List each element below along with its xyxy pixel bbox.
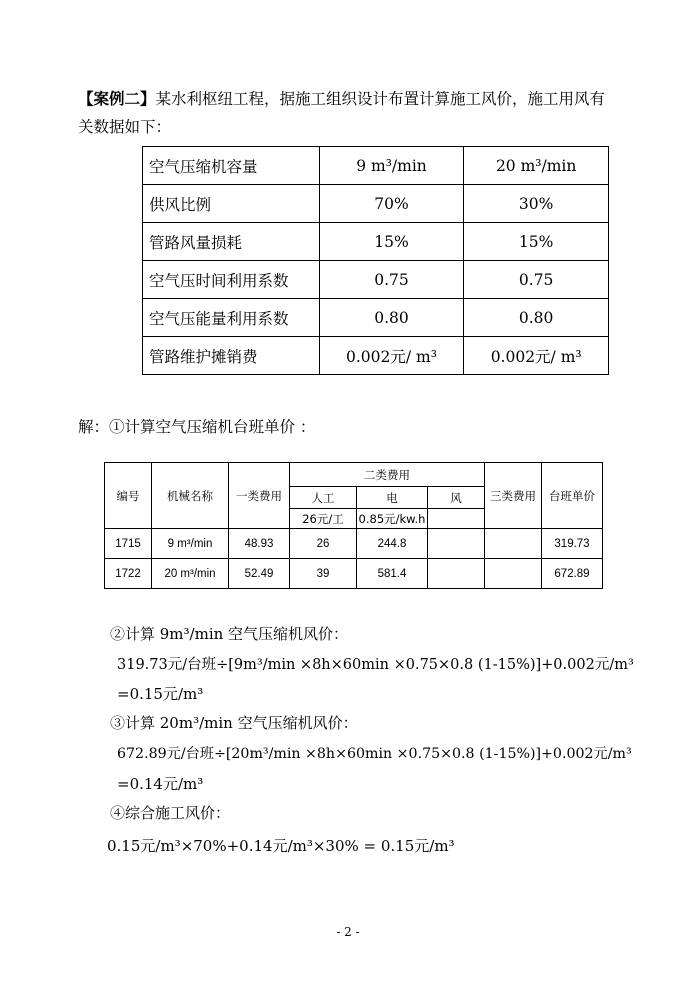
header-power-rate: 0.85元/kw.h: [357, 509, 428, 529]
step-2-title: ②计算 9m³/min 空气压缩机风价：: [110, 625, 349, 643]
solution-step-1: 解：①计算空气压缩机台班单价 ：: [78, 418, 316, 436]
header-cat1: 一类费用: [229, 463, 290, 529]
header-power: 电: [357, 487, 428, 509]
step-3-formula: 672.89元/台班÷[20m³/min ×8h×60min ×0.75×0.8 (1-15%)]+0.002元/m³: [117, 746, 632, 762]
table2-cell-price: 319.73: [542, 529, 603, 559]
table1-cell-label: 管路风量损耗: [143, 223, 320, 261]
table2-cell-name: 9 m³/min: [152, 529, 229, 559]
step-2-formula: 319.73元/台班÷[9m³/min ×8h×60min ×0.75×0.8 (1-15%)]+0.002元/m³: [117, 657, 634, 673]
step-4-title: ④综合施工风价：: [110, 804, 231, 822]
table1-cell-v1: 70%: [319, 185, 464, 223]
case-label: 【案例二】: [78, 90, 156, 108]
page-number: - 2 -: [336, 925, 360, 939]
table1-row: [143, 185, 609, 223]
table2-cell-wind: [428, 559, 485, 589]
header-labor-rate: 26元/工: [290, 509, 357, 529]
table1-cell-v2: 20 m³/min: [464, 147, 609, 185]
table1-cell-v1: 0.80: [319, 299, 464, 337]
step-2-result: =0.15元/m³: [117, 685, 204, 703]
table2-cell-cat3: [485, 529, 542, 559]
header-wind-rate: [428, 509, 485, 529]
table1-row: [143, 223, 609, 261]
table2-cell-price: 672.89: [542, 559, 603, 589]
header-name: 机械名称: [152, 463, 229, 529]
table1-row: [143, 299, 609, 337]
table2-cell-labor: 26: [290, 529, 357, 559]
table2-cell-code: 1722: [105, 559, 152, 589]
header-cat3: 三类费用: [485, 463, 542, 529]
header-code: 编号: [105, 463, 152, 529]
table2-cell-cat1: 48.93: [229, 529, 290, 559]
table1-cell-label: 空气压时间利用系数: [143, 261, 320, 299]
table1-cell-v1: 0.75: [319, 261, 464, 299]
air-data-table: [142, 146, 609, 375]
header-wind: 风: [428, 487, 485, 509]
table1-cell-v1: 15%: [319, 223, 464, 261]
table1-cell-v2: 30%: [464, 185, 609, 223]
step-3-title: ③计算 20m³/min 空气压缩机风价：: [110, 714, 358, 732]
table2-cell-code: 1715: [105, 529, 152, 559]
table1-row: [143, 261, 609, 299]
table1-cell-label: 管路维护摊销费: [143, 337, 320, 375]
step-3-result: =0.14元/m³: [117, 775, 204, 793]
table1-cell-v1: 9 m³/min: [319, 147, 464, 185]
table2-cell-wind: [428, 529, 485, 559]
intro-line-2: 关数据如下：: [78, 118, 172, 136]
intro-text-1: 某水利枢纽工程，据施工组织设计布置计算施工风价，施工用风有: [155, 90, 606, 108]
table2-cell-power: 244.8: [357, 529, 428, 559]
step-4-formula: 0.15元/m³×70%+0.14元/m³×30% = 0.15元/m³: [107, 837, 455, 855]
header-unit-price: 台班单价: [542, 463, 603, 529]
table1-row: [143, 147, 609, 185]
table2-cell-power: 581.4: [357, 559, 428, 589]
shift-price-table: [104, 462, 603, 589]
table1-cell-v2: 0.002元/ m³: [464, 337, 609, 375]
intro-line-1: [78, 87, 605, 109]
table1-cell-v1: 0.002元/ m³: [319, 337, 464, 375]
table2-cell-labor: 39: [290, 559, 357, 589]
table1-cell-v2: 0.80: [464, 299, 609, 337]
table1-cell-label: 空气压缩机容量: [143, 147, 320, 185]
table2-row: [105, 559, 603, 589]
table1-cell-v2: 15%: [464, 223, 609, 261]
table2-cell-cat1: 52.49: [229, 559, 290, 589]
table2-cell-name: 20 m³/min: [152, 559, 229, 589]
table1-cell-label: 空气压能量利用系数: [143, 299, 320, 337]
table1-cell-label: 供风比例: [143, 185, 320, 223]
table2-cell-cat3: [485, 559, 542, 589]
table1-cell-v2: 0.75: [464, 261, 609, 299]
header-labor: 人工: [290, 487, 357, 509]
table1-row: [143, 337, 609, 375]
header-cat2: 二类费用: [290, 463, 485, 487]
table2-row: [105, 529, 603, 559]
